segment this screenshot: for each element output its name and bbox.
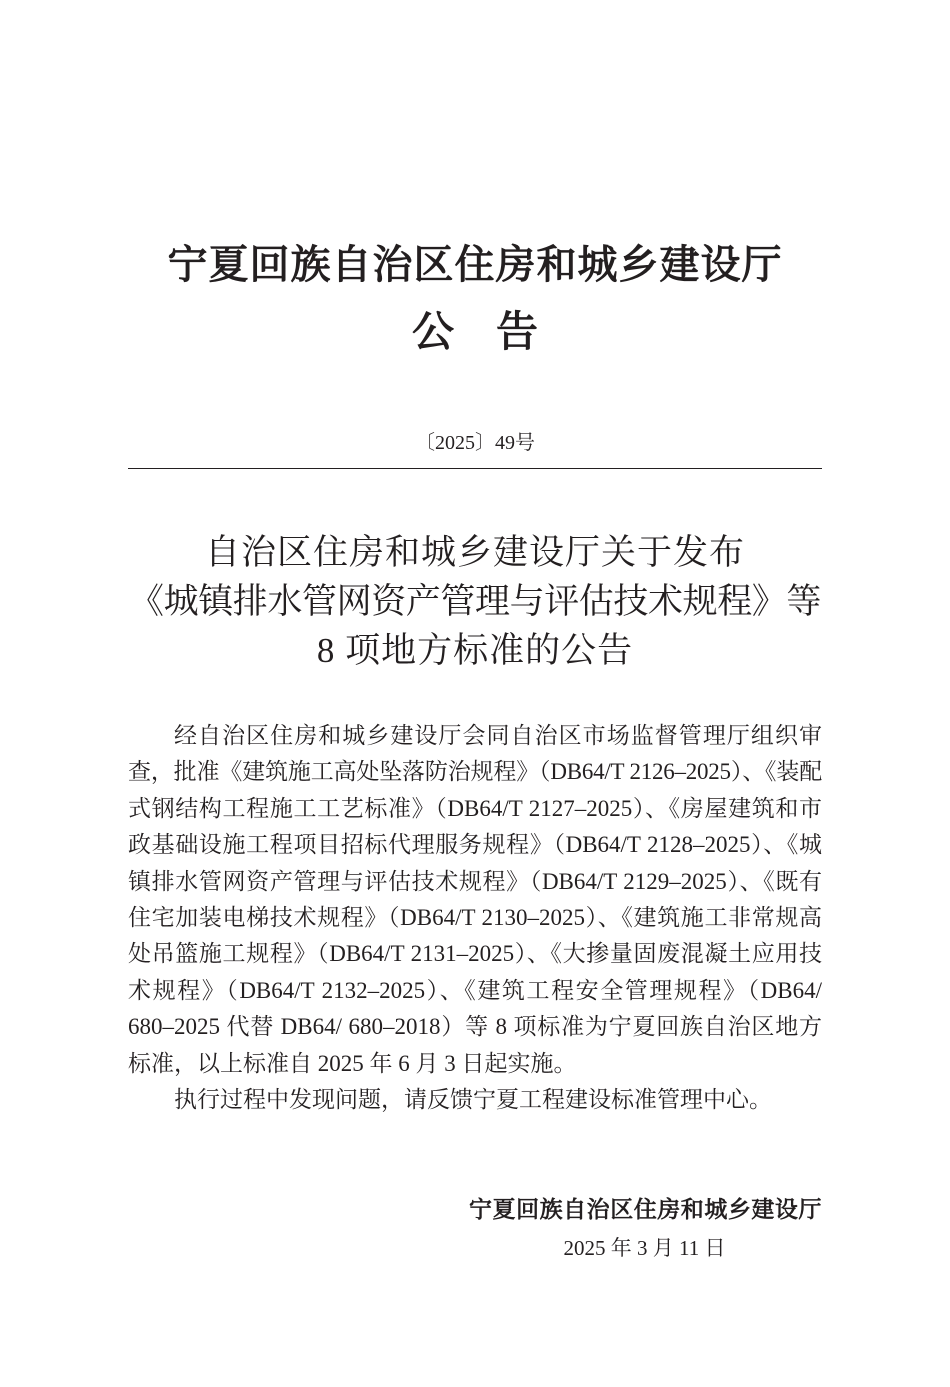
body-line: 处吊篮施工规程》（DB64/T 2131–2025）、《大掺量固废混凝土应用技 bbox=[128, 941, 822, 967]
body-line: 680–2025 代替 DB64/ 680–2018）等 8 项标准为宁夏回族自治区地方 bbox=[128, 1014, 822, 1040]
issuer-title: 宁夏回族自治区住房和城乡建设厅 bbox=[167, 242, 783, 287]
body-line: 经自治区住房和城乡建设厅会同自治区市场监督管理厅组织审 bbox=[174, 723, 822, 748]
signature-date: 2025 年 3 月 11 日 bbox=[563, 1236, 726, 1260]
notice-heading-line: 《城镇排水管网资产管理与评估技术规程》等 bbox=[129, 582, 821, 621]
body-line: 式钢结构工程施工工艺标准》（DB64/T 2127–2025）、《房屋建筑和市 bbox=[128, 795, 822, 821]
header-divider bbox=[128, 468, 822, 469]
body-line: 标准，以上标准自 2025 年 6 月 3 日起实施。 bbox=[128, 1050, 577, 1076]
notice-heading bbox=[128, 528, 822, 675]
body-paragraph bbox=[128, 718, 822, 1082]
signature-issuer: 宁夏回族自治区住房和城乡建设厅 bbox=[469, 1197, 822, 1223]
notice-heading-line: 自治区住房和城乡建设厅关于发布 bbox=[204, 533, 745, 572]
body-line: 术规程》（DB64/T 2132–2025）、《建筑工程安全管理规程》（DB64/ bbox=[128, 977, 822, 1003]
body-line: 镇排水管网资产管理与评估技术规程》（DB64/T 2129–2025）、《既有 bbox=[128, 868, 822, 894]
body-line: 政基础设施工程项目招标代理服务规程》（DB64/T 2128–2025）、《城 bbox=[128, 832, 822, 858]
body-line: 执行过程中发现问题，请反馈宁夏工程建设标准管理中心。 bbox=[174, 1086, 772, 1112]
body-line: 查，批准《建筑施工高处坠落防治规程》（DB64/T 2126–2025）、《装配 bbox=[128, 759, 822, 785]
body-line: 住宅加装电梯技术规程》（DB64/T 2130–2025）、《建筑施工非常规高 bbox=[128, 904, 822, 930]
notice-label: 公 告 bbox=[411, 310, 538, 356]
notice-body bbox=[128, 718, 822, 1118]
document-number: 〔2025〕49号 bbox=[415, 432, 535, 454]
body-paragraph bbox=[128, 1082, 822, 1118]
notice-heading-line: 8 项地方标准的公告 bbox=[316, 631, 634, 670]
